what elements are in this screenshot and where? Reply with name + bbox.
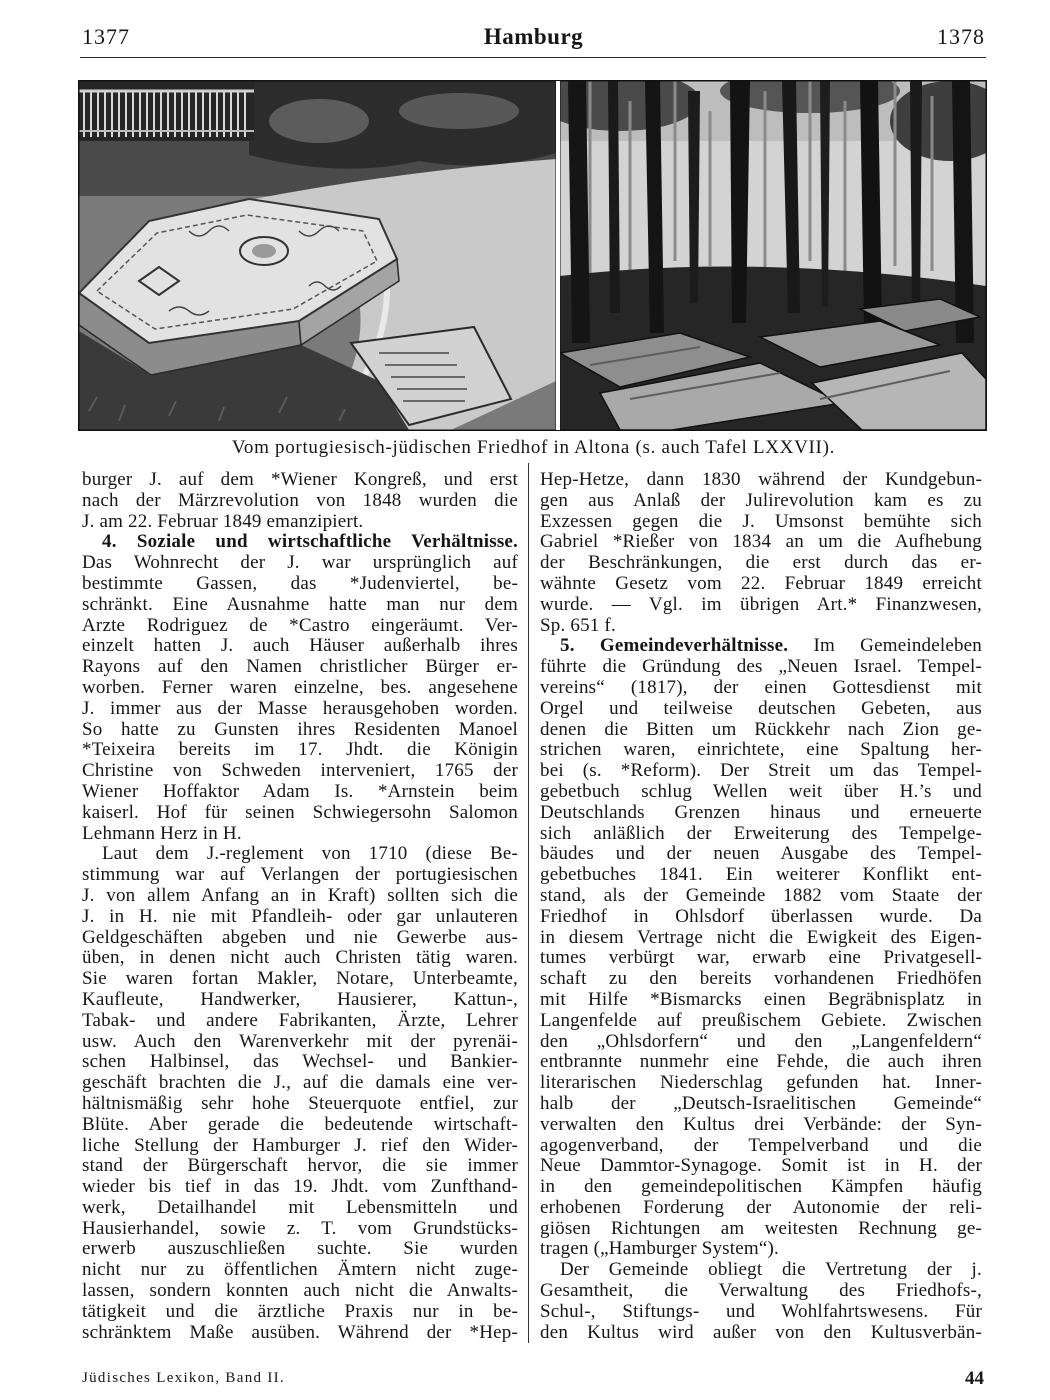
paragraph	[82, 532, 518, 844]
text-line: wieder bis tief in das 19. Jhdt. vom Zunfthand-	[82, 1176, 518, 1198]
header-title: Hamburg	[483, 24, 584, 49]
paragraph	[82, 844, 518, 1343]
text-line: giösen Richtungen am weitesten Rechnung ge-	[540, 1217, 982, 1239]
text-line: verwalten den Kultus drei Verbände: der Syn-	[540, 1113, 982, 1135]
text-line: *Teixeira bereits im 17. Jhdt. die Königin	[82, 739, 518, 761]
text-line: strichen waren, einrichtete, eine Spaltung her-	[540, 739, 982, 761]
figure-photos	[78, 80, 987, 431]
text-line: schen Halbinsel, das Wechsel- und Bankier-	[82, 1051, 518, 1073]
text-line: J. von allem Anfang an in Kraft) sollten sich die	[82, 884, 518, 906]
header-column-number-left: 1377	[82, 24, 130, 49]
text-line: bei (s. *Reform). Der Streit um das Tempel-	[540, 760, 982, 782]
text-line: Hep-Hetze, dann 1830 während der Kundgebun-	[540, 469, 982, 490]
photo-tombstones-left	[79, 81, 556, 430]
text-line: nach der Märzrevolution von 1848 wurden die	[82, 489, 518, 511]
text-line: Rayons auf den Namen christlicher Bürger er-	[82, 656, 518, 678]
text-line: stand, als der Gemeinde 1882 vom Staate der	[540, 884, 982, 906]
running-header	[82, 24, 985, 54]
text-line: vereins“ (1817), der einen Gottesdienst mit	[540, 676, 982, 698]
text-line: stand der Bürgerschaft hervor, die sie immer	[82, 1155, 518, 1177]
text-line: tragen („Hamburger System“).	[540, 1238, 779, 1260]
text-line: Friedhof in Ohlsdorf überlassen wurde. Da	[540, 905, 982, 927]
text-line: geschäft brachten die J., auf die damals eine ver-	[82, 1072, 518, 1094]
paragraph	[540, 470, 982, 636]
text-column-right	[540, 470, 982, 1343]
column-rule	[528, 463, 529, 1343]
text-line: entbrannte nunmehr eine Fehde, die auch ihren	[540, 1051, 982, 1073]
text-line: erwerb auszuschließen suchte. Sie wurden	[82, 1238, 518, 1260]
text-line: Sie waren fortan Makler, Notare, Unterbeamte,	[82, 968, 518, 990]
paragraph	[540, 636, 982, 1260]
text-line: Neue Dammtor-Synagoge. Somit ist in H. der	[540, 1155, 982, 1177]
text-line: Exzessen gegen die J. Umsonst bemühte sich	[540, 510, 982, 532]
text-line: Arzte Rodriguez de *Castro eingeräumt. Ver-	[82, 614, 518, 636]
text-line: Langenfelde auf preußischem Gebiete. Zwischen	[540, 1009, 982, 1031]
text-line: Gesamtheit, die Verwaltung des Friedhofs-,	[540, 1280, 982, 1302]
text-line: wähnte Gesetz vom 22. Februar 1849 erreicht	[540, 572, 982, 594]
text-line: werk, Detailhandel mit Lebensmitteln und	[82, 1196, 518, 1218]
text-line: gen aus Anlaß der Julirevolution kam es zu	[540, 489, 982, 511]
text-line: burger J. auf dem *Wiener Kongreß, und erst	[82, 469, 518, 490]
text-line: J. in H. nie mit Pfandleih- oder gar unlauteren	[82, 905, 518, 927]
text-line: stimmung war auf Verlangen der portugiesischen	[82, 864, 518, 886]
text-line: Christine von Schweden interveniert, 1765 der	[82, 760, 518, 782]
photo-cemetery-trees-right	[560, 81, 986, 430]
text-line: Der Gemeinde obliegt die Vertretung der j.	[560, 1259, 982, 1281]
footer-source: Jüdisches Lexikon, Band II.	[82, 1370, 285, 1386]
text-line: mit Hilfe *Bismarcks einen Begräbnisplatz in	[540, 988, 982, 1010]
paragraph	[82, 470, 518, 532]
text-line: usw. Auch den Warenverkehr mit der pyrenäi-	[82, 1030, 518, 1052]
text-line: tumes verbürgt war, erwarb eine Privatgesell-	[540, 947, 982, 969]
text-line: in den gemeindepolitischen Kämpfen häufig	[540, 1176, 982, 1198]
text-line: hältnismäßig sehr hohe Steuerquote entfiel, zur	[82, 1092, 518, 1114]
text-line: bestimmte Gassen, das *Judenviertel, be-	[82, 572, 518, 594]
text-line: erhobenen Forderung der Autonomie der reli-	[540, 1196, 982, 1218]
line-text: Im Gemeindeleben	[813, 635, 982, 657]
text-line	[540, 636, 982, 657]
text-line: den „Ohlsdorfern“ und den „Langenfeldern“	[540, 1030, 982, 1052]
text-line: nicht nur zu öffentlichen Ämtern nicht zuge-	[82, 1259, 518, 1281]
text-line: tätigkeit und die ärztliche Praxis nur in be-	[82, 1300, 518, 1322]
text-line: Hausierhandel, sowie z. T. vom Grundstücks-	[82, 1217, 518, 1239]
text-line: Laut dem J.-reglement von 1710 (diese Be-	[102, 843, 518, 865]
text-line: Lehmann Herz in H.	[82, 822, 242, 844]
paragraph	[540, 1260, 982, 1343]
text-line: sich anläßlich der Erweiterung des Tempelge-	[540, 822, 982, 844]
text-line: liche Stellung der Hamburger J. rief den Wider-	[82, 1134, 518, 1156]
text-line: denen die Bitten um Rückkehr nach Zion ge-	[540, 718, 982, 740]
text-line: Geldgeschäften abgeben und nie Gewerbe aus-	[82, 926, 518, 948]
text-line: führte die Gründung des „Neuen Israel. Tempel-	[540, 656, 982, 678]
text-line: So hatte zu Gunsten ihres Residenten Manoel	[82, 718, 518, 740]
text-line: Wiener Hoffaktor Adam Is. *Arnstein beim	[82, 780, 518, 802]
text-line: Sp. 651 f.	[540, 614, 616, 636]
text-line: schränkt. Eine Ausnahme hatte man nur dem	[82, 593, 518, 615]
text-line: einzelt hatten J. auch Häuser außerhalb ihres	[82, 635, 518, 657]
text-line: halb der „Deutsch-Israelitischen Gemeinde“	[540, 1092, 982, 1114]
text-line: gebetbuches 1841. Ein weiterer Konflikt ent-	[540, 864, 982, 886]
text-line: worben. Ferner waren einzelne, bes. angesehene	[82, 676, 518, 698]
text-line: Kaufleute, Handwerker, Hausierer, Kattun-,	[82, 988, 518, 1010]
text-line: J. immer aus der Masse herausgehoben worden.	[82, 697, 518, 719]
text-line: bäudes und der neuen Ausgabe des Tempel-	[540, 843, 982, 865]
header-rule	[80, 57, 986, 58]
section-heading: 4. Soziale und wirtschaftliche Verhältnisse.	[102, 531, 518, 553]
text-line: Blüte. Aber gerade die bedeutende wirtschaft-	[82, 1113, 518, 1135]
text-line: agogenverband, der Tempelverband und die	[540, 1134, 982, 1156]
text-line: literarischen Niederschlag gefunden hat. Inner-	[540, 1072, 982, 1094]
text-line: Gabriel *Rießer von 1834 an um die Aufhebung	[540, 531, 982, 553]
text-line	[82, 532, 518, 553]
text-line: Schul-, Stiftungs- und Wohlfahrtswesens. Für	[540, 1300, 982, 1322]
text-line: kaiserl. Hof für seinen Schwiegersohn Salomon	[82, 801, 518, 823]
text-line: J. am 22. Februar 1849 emanzipiert.	[82, 510, 364, 532]
text-line: schaft zu den bereits vorhandenen Friedhöfen	[540, 968, 982, 990]
text-line: den Kultus wird außer von den Kultusverbän-	[540, 1321, 982, 1343]
text-line: in diesem Vertrage nicht die Ewigkeit des Eigen-	[540, 926, 982, 948]
text-line: gebetbuch schlug Wellen weit über H.’s und	[540, 780, 982, 802]
text-line: Das Wohnrecht der J. war ursprünglich auf	[82, 552, 518, 574]
text-line: schränktem Maße ausüben. Während der *Hep-	[82, 1321, 518, 1343]
footer-page-number: 44	[965, 1368, 984, 1389]
text-line: Deutschlands Grenzen hinaus und erneuerte	[540, 801, 982, 823]
figure-caption: Vom portugiesisch-jüdischen Friedhof in Altona (s. auch Tafel LXXVII).	[231, 437, 836, 458]
text-column-left	[82, 470, 518, 1343]
text-line: Orgel und teilweise deutschen Gebeten, aus	[540, 697, 982, 719]
section-heading: 5. Gemeindeverhältnisse.	[560, 635, 789, 657]
text-line: wurde. — Vgl. im übrigen Art.* Finanzwesen,	[540, 593, 982, 615]
header-column-number-right: 1378	[937, 24, 985, 49]
text-line: der Beschränkungen, die erst durch das er-	[540, 552, 982, 574]
text-line: üben, in denen nicht auch Christen tätig waren.	[82, 947, 518, 969]
text-line: lassen, sondern konnten auch nicht die Anwalts-	[82, 1280, 518, 1302]
text-line: Tabak- und andere Fabrikanten, Ärzte, Lehrer	[82, 1009, 518, 1031]
